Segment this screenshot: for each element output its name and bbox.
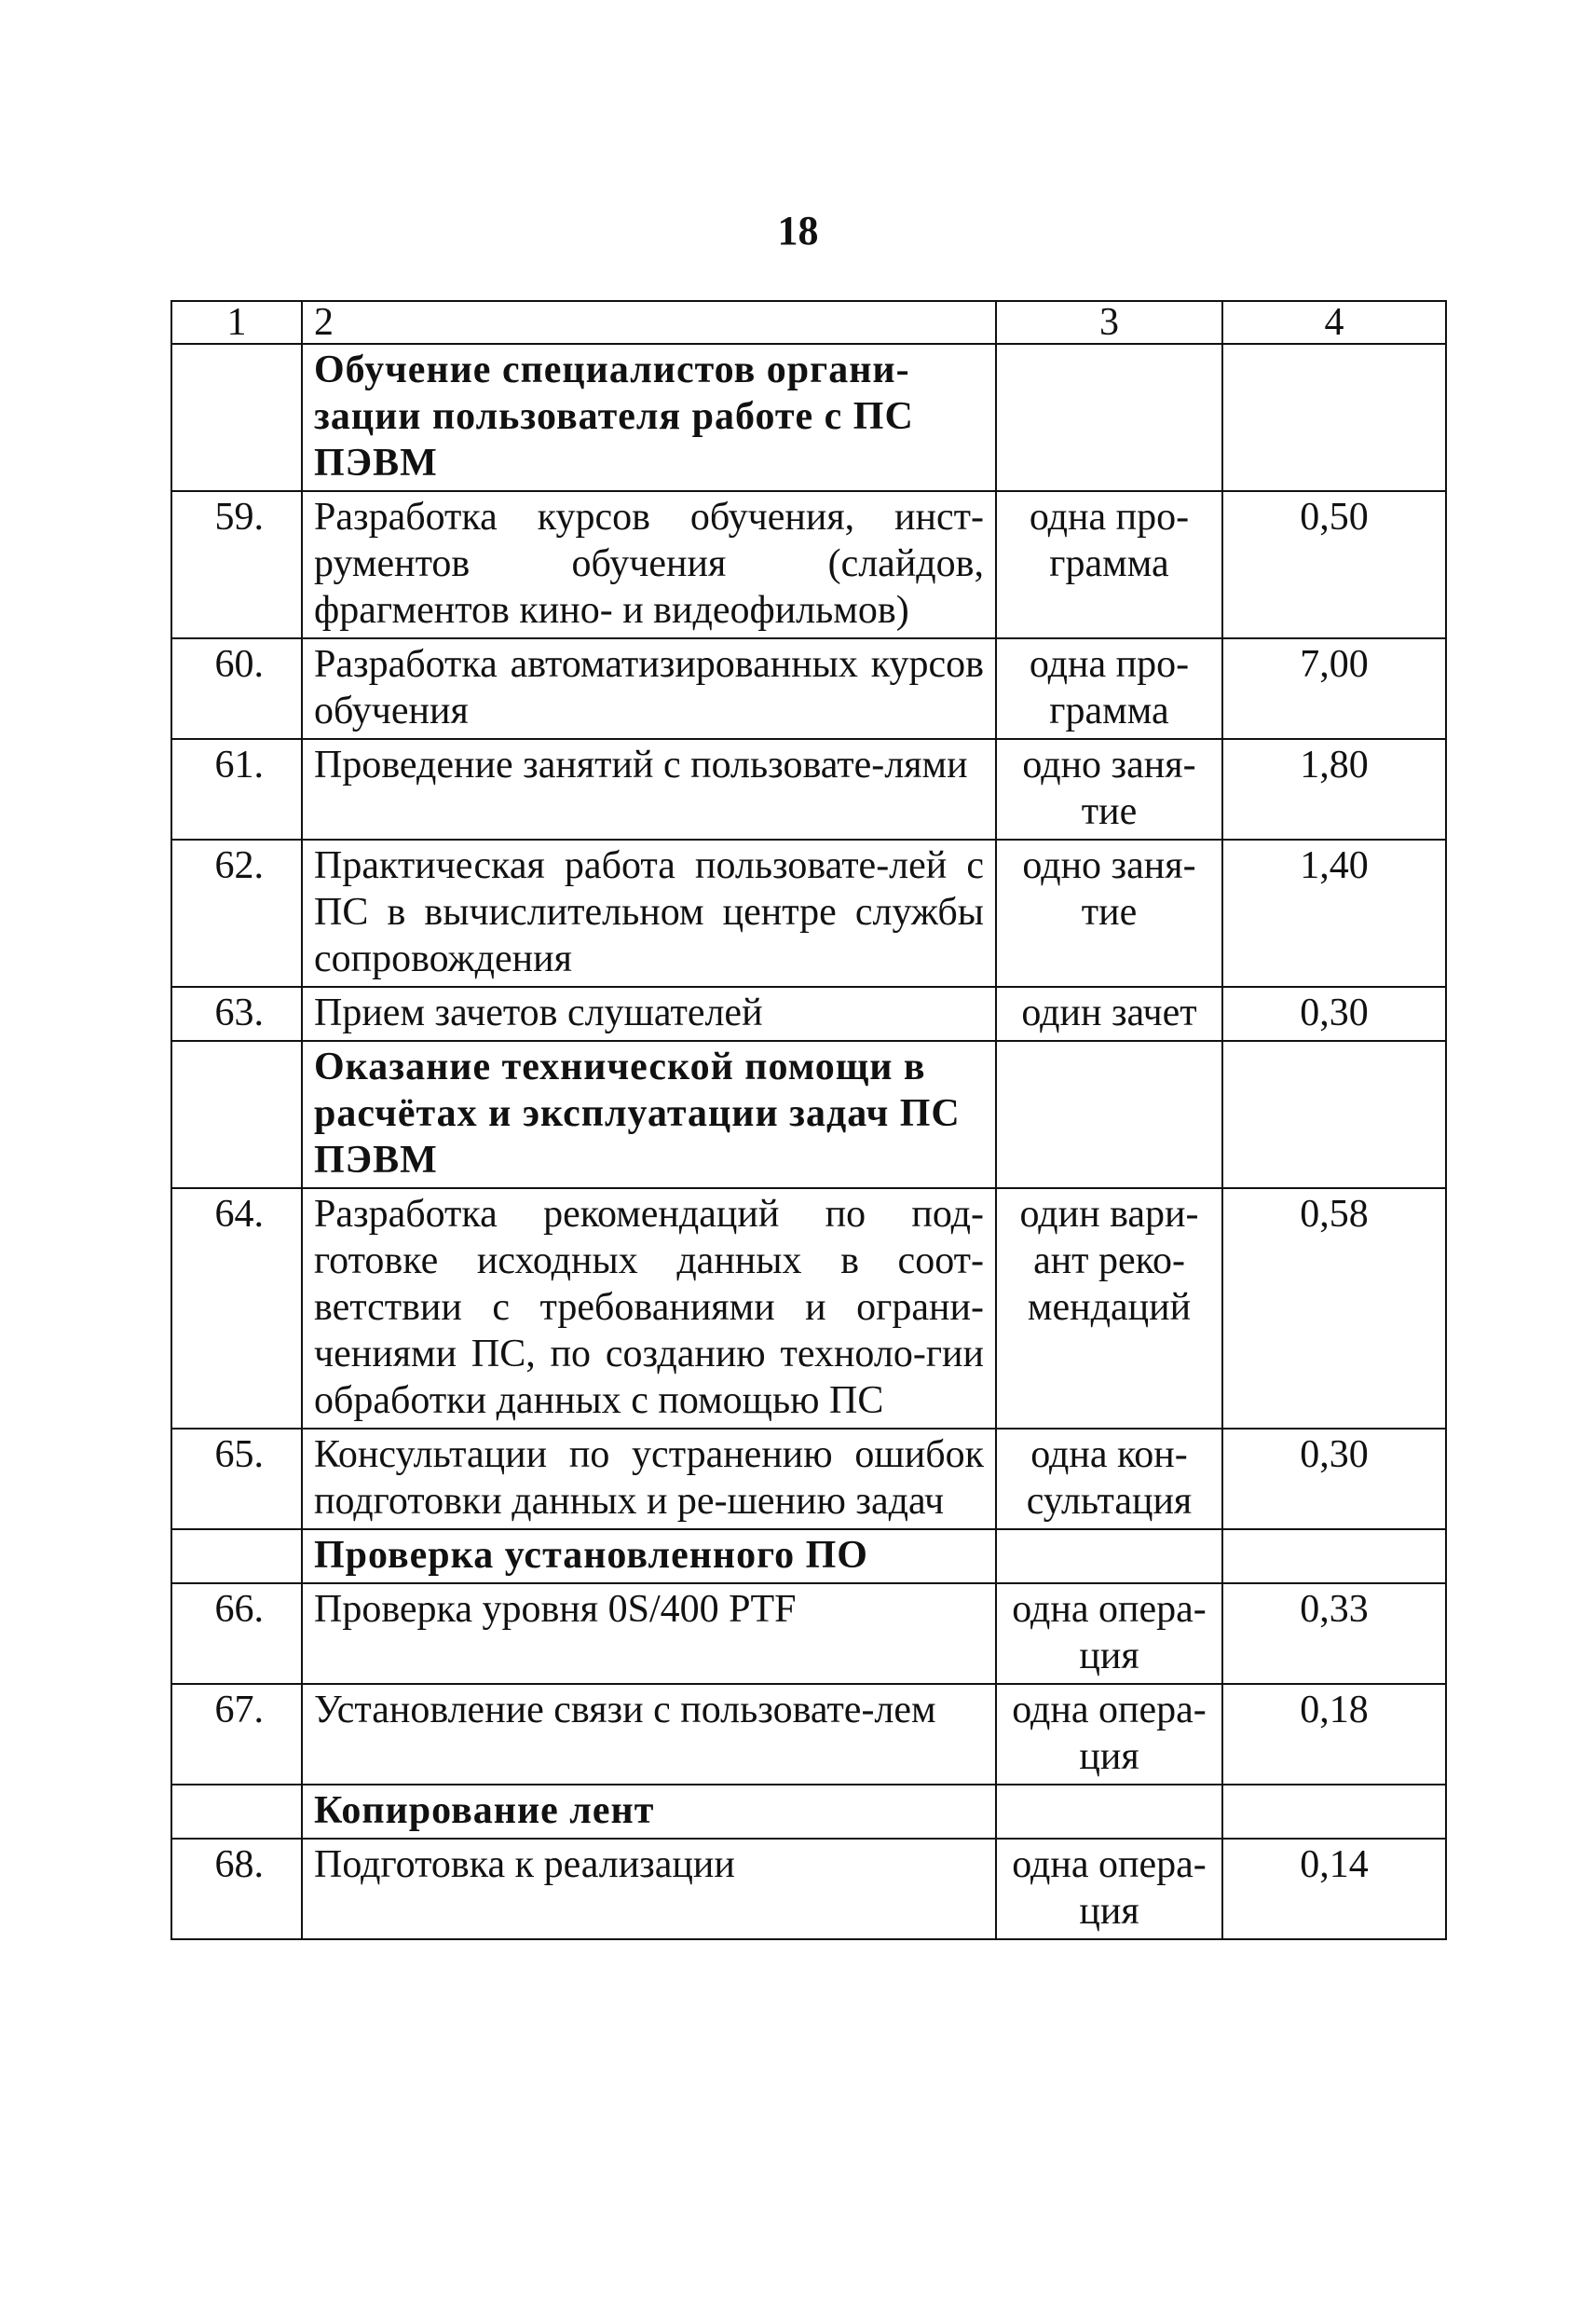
row-number-cell bbox=[171, 1529, 302, 1583]
section-title: Копирование лент bbox=[302, 1785, 996, 1839]
table-row bbox=[171, 638, 1446, 739]
unit-of-measure: одна опера-ция bbox=[996, 1684, 1222, 1785]
work-name: Прием зачетов слушателей bbox=[302, 987, 996, 1041]
unit-of-measure: одна про-грамма bbox=[996, 491, 1222, 638]
section-title: Проверка установленного ПО bbox=[302, 1529, 996, 1583]
value-cell bbox=[1222, 1041, 1446, 1188]
unit-of-measure: одна опера-ция bbox=[996, 1583, 1222, 1684]
unit-of-measure: одна про-грамма bbox=[996, 638, 1222, 739]
table-body bbox=[171, 301, 1446, 1939]
row-number: 63. bbox=[171, 987, 302, 1041]
row-number: 65. bbox=[171, 1429, 302, 1529]
work-name: Проверка уровня 0S/400 PTF bbox=[302, 1583, 996, 1684]
section-title: Обучение специалистов органи-зации пользователя работе с ПС ПЭВМ bbox=[302, 344, 996, 491]
table-header-row bbox=[171, 301, 1446, 344]
work-name: Разработка рекомендаций по под-готовке исходных данных в соот-ветствии с требованиями и ограни-чениями ПС, по созданию техноло-гии обработки данных с помощью ПС bbox=[302, 1188, 996, 1429]
section-row bbox=[171, 344, 1446, 491]
section-row bbox=[171, 1785, 1446, 1839]
norm-value: 1,40 bbox=[1222, 840, 1446, 987]
table-row bbox=[171, 1839, 1446, 1939]
work-name: Практическая работа пользовате-лей с ПС в вычислительном центре службы сопровождения bbox=[302, 840, 996, 987]
row-number: 67. bbox=[171, 1684, 302, 1785]
unit-cell bbox=[996, 1785, 1222, 1839]
work-name: Подготовка к реализации bbox=[302, 1839, 996, 1939]
norm-value: 0,33 bbox=[1222, 1583, 1446, 1684]
work-name: Консультации по устранению ошибок подготовки данных и ре-шению задач bbox=[302, 1429, 996, 1529]
unit-of-measure: одно заня-тие bbox=[996, 840, 1222, 987]
norms-table bbox=[171, 300, 1447, 1940]
row-number: 66. bbox=[171, 1583, 302, 1684]
row-number-cell bbox=[171, 1041, 302, 1188]
unit-of-measure: один зачет bbox=[996, 987, 1222, 1041]
norm-value: 0,50 bbox=[1222, 491, 1446, 638]
work-name: Разработка курсов обучения, инст-рументов обучения (слайдов, фрагментов кино- и видеофильмов) bbox=[302, 491, 996, 638]
unit-cell bbox=[996, 1041, 1222, 1188]
section-row bbox=[171, 1041, 1446, 1188]
norm-value: 0,30 bbox=[1222, 987, 1446, 1041]
page-number: 18 bbox=[777, 208, 819, 253]
work-name: Проведение занятий с пользовате-лями bbox=[302, 739, 996, 840]
work-name: Разработка автоматизированных курсов обучения bbox=[302, 638, 996, 739]
norm-value: 1,80 bbox=[1222, 739, 1446, 840]
row-number: 68. bbox=[171, 1839, 302, 1939]
table-row bbox=[171, 1429, 1446, 1529]
row-number: 62. bbox=[171, 840, 302, 987]
section-title: Оказание технической помощи в расчётах и эксплуатации задач ПС ПЭВМ bbox=[302, 1041, 996, 1188]
norm-value: 7,00 bbox=[1222, 638, 1446, 739]
table-row bbox=[171, 739, 1446, 840]
header-col-1: 1 bbox=[171, 301, 302, 344]
table-row bbox=[171, 840, 1446, 987]
value-cell bbox=[1222, 344, 1446, 491]
row-number: 59. bbox=[171, 491, 302, 638]
value-cell bbox=[1222, 1529, 1446, 1583]
row-number-cell bbox=[171, 344, 302, 491]
table-row bbox=[171, 1583, 1446, 1684]
table-row bbox=[171, 987, 1446, 1041]
value-cell bbox=[1222, 1785, 1446, 1839]
table-row bbox=[171, 1188, 1446, 1429]
section-row bbox=[171, 1529, 1446, 1583]
unit-cell bbox=[996, 1529, 1222, 1583]
unit-of-measure: одна опера-ция bbox=[996, 1839, 1222, 1939]
unit-of-measure: один вари-ант реко-мендаций bbox=[996, 1188, 1222, 1429]
norm-value: 0,30 bbox=[1222, 1429, 1446, 1529]
row-number: 60. bbox=[171, 638, 302, 739]
table-row bbox=[171, 1684, 1446, 1785]
unit-of-measure: одно заня-тие bbox=[996, 739, 1222, 840]
header-col-2: 2 bbox=[302, 301, 996, 344]
unit-cell bbox=[996, 344, 1222, 491]
header-col-4: 4 bbox=[1222, 301, 1446, 344]
norm-value: 0,58 bbox=[1222, 1188, 1446, 1429]
table-row bbox=[171, 491, 1446, 638]
row-number: 64. bbox=[171, 1188, 302, 1429]
norm-value: 0,18 bbox=[1222, 1684, 1446, 1785]
header-col-3: 3 bbox=[996, 301, 1222, 344]
unit-of-measure: одна кон-сультация bbox=[996, 1429, 1222, 1529]
row-number-cell bbox=[171, 1785, 302, 1839]
norm-value: 0,14 bbox=[1222, 1839, 1446, 1939]
row-number: 61. bbox=[171, 739, 302, 840]
work-name: Установление связи с пользовате-лем bbox=[302, 1684, 996, 1785]
